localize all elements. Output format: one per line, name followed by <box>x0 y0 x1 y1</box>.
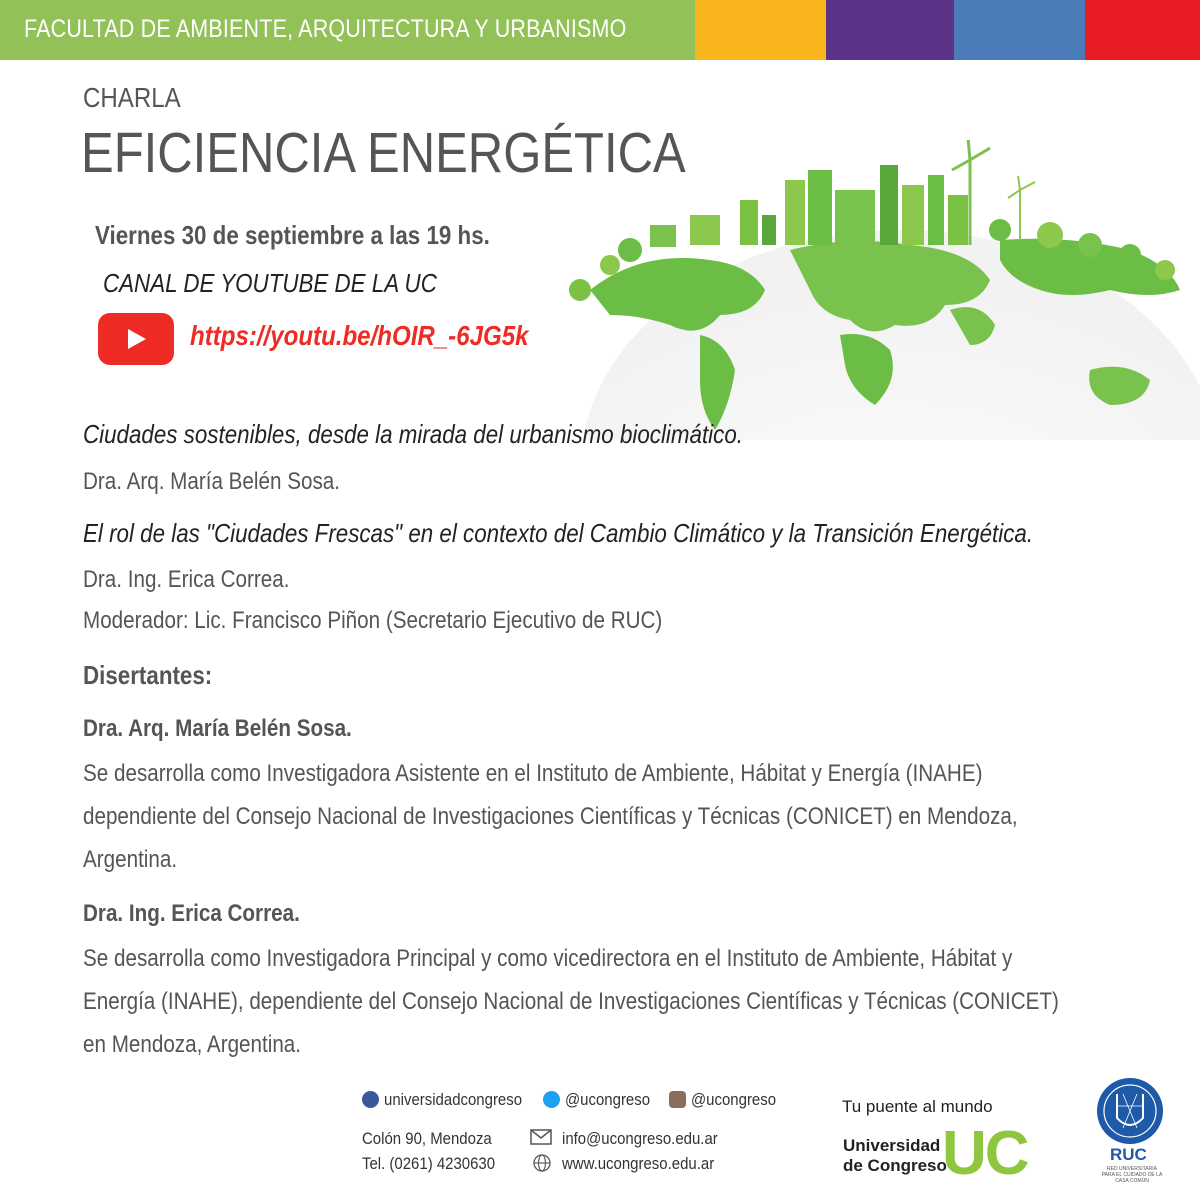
talk-2-speaker: Dra. Ing. Erica Correa. <box>83 566 290 593</box>
twitter-icon[interactable] <box>543 1091 560 1108</box>
bio-2-line-1: Se desarrolla como Investigadora Principal y como vicedirectora en el Instituto de Ambiente, Hábitat y <box>83 945 1013 972</box>
web-link[interactable]: www.ucongreso.edu.ar <box>562 1154 715 1173</box>
uc-name-line-2: de Congreso <box>843 1156 947 1175</box>
ruc-subtitle: RED UNIVERSITARIA PARA EL CUIDADO DE LA CASA COMÚN <box>1101 1166 1163 1184</box>
slogan: Tu puente al mundo <box>842 1097 993 1116</box>
bio-1-line-1: Se desarrolla como Investigadora Asistente en el Instituto de Ambiente, Hábitat y Energía (INAHE) <box>83 760 983 787</box>
youtube-play-icon[interactable] <box>98 313 174 365</box>
address: Colón 90, Mendoza <box>362 1129 492 1148</box>
bio-2-name: Dra. Ing. Erica Correa. <box>83 900 300 927</box>
green-city-globe-illustration <box>550 140 1200 440</box>
talk-1-topic: Ciudades sostenibles, desde la mirada del urbanismo bioclimático. <box>83 419 743 449</box>
event-title: EFICIENCIA ENERGÉTICA <box>81 121 686 185</box>
globe-icon <box>533 1154 551 1172</box>
instagram-icon[interactable] <box>669 1091 686 1108</box>
faculty-name: FACULTAD DE AMBIENTE, ARQUITECTURA Y URBANISMO <box>24 15 627 43</box>
speakers-heading: Disertantes: <box>83 660 213 690</box>
header-purple-segment <box>826 0 954 60</box>
header-blue-segment <box>954 0 1085 60</box>
talk-1-speaker: Dra. Arq. María Belén Sosa. <box>83 468 340 495</box>
instagram-handle[interactable]: @ucongreso <box>691 1090 777 1109</box>
email-icon <box>530 1129 552 1145</box>
facebook-handle[interactable]: universidadcongreso <box>384 1090 523 1109</box>
bio-1-name: Dra. Arq. María Belén Sosa. <box>83 715 352 742</box>
event-kicker: CHARLA <box>83 82 181 113</box>
bio-2-line-2: Energía (INAHE), dependiente del Consejo Nacional de Investigaciones Científicas y Técnicas (CONICET) <box>83 988 1059 1015</box>
bio-2-line-3: en Mendoza, Argentina. <box>83 1031 302 1058</box>
talk-2-topic: El rol de las "Ciudades Frescas" en el contexto del Cambio Climático y la Transición Energética. <box>83 518 1034 548</box>
email-link[interactable]: info@ucongreso.edu.ar <box>562 1129 718 1148</box>
bio-1-line-2: dependiente del Consejo Nacional de Investigaciones Científicas y Técnicas (CONICET) en Mendoza, <box>83 803 1018 830</box>
bio-1-line-3: Argentina. <box>83 846 178 873</box>
twitter-handle[interactable]: @ucongreso <box>565 1090 651 1109</box>
facebook-icon[interactable] <box>362 1091 379 1108</box>
header-red-segment <box>1085 0 1200 60</box>
moderator: Moderador: Lic. Francisco Piñon (Secretario Ejecutivo de RUC) <box>83 607 663 634</box>
youtube-link[interactable]: https://youtu.be/hOIR_-6JG5k <box>190 320 529 351</box>
uc-logo: UC <box>942 1119 1028 1188</box>
ruc-label: RUC <box>1110 1145 1147 1164</box>
event-channel: CANAL DE YOUTUBE DE LA UC <box>103 268 437 298</box>
header-yellow-segment <box>695 0 826 60</box>
phone: Tel. (0261) 4230630 <box>362 1154 496 1173</box>
uc-name-line-1: Universidad <box>843 1136 941 1155</box>
ruc-logo-icon <box>1097 1078 1163 1144</box>
event-date: Viernes 30 de septiembre a las 19 hs. <box>95 220 490 250</box>
header-bar <box>0 0 1200 60</box>
